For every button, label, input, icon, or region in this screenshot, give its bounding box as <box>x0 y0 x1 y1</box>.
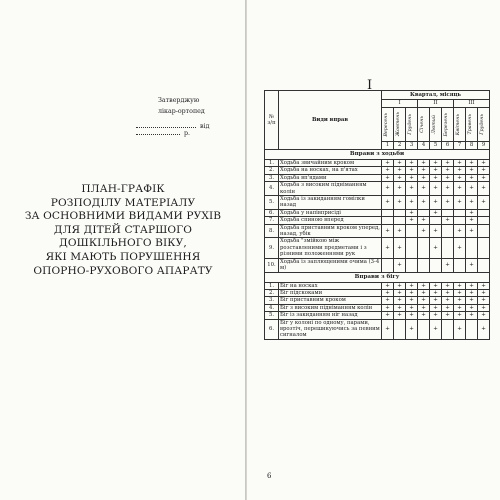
schedule-mark: + <box>454 224 466 238</box>
schedule-mark: + <box>466 174 478 181</box>
schedule-mark <box>478 258 490 272</box>
approve-role: лікар-ортопед <box>158 108 205 115</box>
schedule-mark: + <box>418 282 430 289</box>
month-label: Квітень <box>456 113 462 136</box>
signature-blank <box>136 127 196 128</box>
exercise-name: Ходьба "змійкою між розставленими предметами і з різними положеннями рук <box>279 238 382 258</box>
schedule-mark: + <box>406 167 418 174</box>
schedule-mark <box>394 319 406 339</box>
table-row <box>265 196 490 210</box>
month-label: Травень <box>468 114 474 135</box>
schedule-mark <box>406 238 418 258</box>
approval-block <box>158 95 238 117</box>
schedule-mark: + <box>406 319 418 339</box>
header-month-cell <box>478 108 490 142</box>
schedule-mark: + <box>406 174 418 181</box>
schedule-mark <box>478 217 490 224</box>
schedule-mark: + <box>466 209 478 216</box>
schedule-mark: + <box>430 297 442 304</box>
schedule-mark: + <box>454 160 466 167</box>
schedule-mark: + <box>478 282 490 289</box>
header-month-cell <box>442 108 454 142</box>
schedule-mark: + <box>466 282 478 289</box>
table-row <box>265 282 490 289</box>
schedule-mark: + <box>382 282 394 289</box>
schedule-mark: + <box>478 319 490 339</box>
sign-suffix: р. <box>184 130 191 137</box>
approve-label: Затверджую <box>158 97 200 104</box>
schedule-mark <box>418 319 430 339</box>
schedule-mark: + <box>454 304 466 311</box>
title-line: ДЛЯ ДІТЕЙ СТАРШОГО ДОШКІЛЬНОГО ВІКУ, <box>53 223 193 250</box>
schedule-mark: + <box>478 167 490 174</box>
schedule-mark: + <box>466 312 478 319</box>
table-row <box>265 304 490 311</box>
row-number: 2. <box>265 289 279 296</box>
schedule-mark: + <box>418 174 430 181</box>
schedule-mark: + <box>394 182 406 196</box>
schedule-mark: + <box>406 289 418 296</box>
schedule-mark: + <box>394 282 406 289</box>
schedule-mark <box>442 209 454 216</box>
schedule-mark: + <box>442 217 454 224</box>
schedule-mark <box>406 224 418 238</box>
schedule-mark: + <box>430 224 442 238</box>
schedule-mark: + <box>430 312 442 319</box>
section-row <box>265 272 490 282</box>
schedule-mark: + <box>382 312 394 319</box>
schedule-mark: + <box>442 182 454 196</box>
schedule-mark: + <box>478 297 490 304</box>
schedule-mark: + <box>466 182 478 196</box>
schedule-mark: + <box>394 167 406 174</box>
section-title: Вправи з ходьби <box>265 150 490 160</box>
schedule-mark: + <box>466 167 478 174</box>
schedule-mark: + <box>454 182 466 196</box>
schedule-mark: + <box>430 182 442 196</box>
table-row <box>265 209 490 216</box>
schedule-mark <box>382 258 394 272</box>
schedule-mark: + <box>478 289 490 296</box>
schedule-mark: + <box>478 182 490 196</box>
schedule-mark: + <box>442 167 454 174</box>
schedule-mark <box>442 319 454 339</box>
approval-signature-line <box>134 123 244 137</box>
exercise-name: Біг приставним кроком <box>279 297 382 304</box>
row-number: 6. <box>265 209 279 216</box>
schedule-mark <box>454 209 466 216</box>
month-label: Січень <box>420 116 426 133</box>
exercise-name: Ходьба приставним кроком уперед, назад, убік <box>280 224 380 238</box>
schedule-mark: + <box>394 174 406 181</box>
table-row <box>265 312 490 319</box>
month-label: Березень <box>444 112 450 137</box>
schedule-mark: + <box>418 217 430 224</box>
month-number: 7 <box>454 142 466 150</box>
table-row <box>265 258 490 272</box>
schedule-mark: + <box>406 196 418 210</box>
schedule-mark: + <box>466 217 478 224</box>
schedule-mark: + <box>382 196 394 210</box>
sign-from-label: від <box>200 123 210 130</box>
schedule-mark <box>418 209 430 216</box>
schedule-mark <box>466 319 478 339</box>
schedule-mark: + <box>430 238 442 258</box>
row-number: 3. <box>265 174 279 181</box>
schedule-mark <box>382 217 394 224</box>
schedule-mark: + <box>466 289 478 296</box>
schedule-mark: + <box>394 304 406 311</box>
table-row <box>265 319 490 339</box>
schedule-mark: + <box>454 174 466 181</box>
header-month-cell <box>466 108 478 142</box>
title-line: ПЛАН-ГРАФІК <box>81 183 165 195</box>
header-month-cell <box>418 108 430 142</box>
section-title: Вправи з бігу <box>265 272 490 282</box>
schedule-mark: + <box>418 196 430 210</box>
left-page <box>0 0 246 500</box>
row-number: 4. <box>265 182 279 196</box>
exercise-name: Ходьба на носках, на п'ятах <box>279 167 382 174</box>
month-number: 5 <box>430 142 442 150</box>
schedule-mark: + <box>430 319 442 339</box>
section-row <box>265 150 490 160</box>
month-number: 8 <box>466 142 478 150</box>
month-label: Грудень <box>480 114 486 135</box>
schedule-mark: + <box>430 167 442 174</box>
schedule-mark: + <box>478 160 490 167</box>
exercise-schedule-table <box>264 90 490 340</box>
schedule-mark: + <box>454 297 466 304</box>
schedule-mark: + <box>406 217 418 224</box>
schedule-mark: + <box>442 196 454 210</box>
schedule-mark: + <box>454 196 466 210</box>
exercise-name: Біг підскоками <box>279 289 382 296</box>
schedule-mark <box>442 238 454 258</box>
schedule-mark: + <box>478 304 490 311</box>
header-quarter-month: Квартал, місяць <box>382 91 490 100</box>
schedule-mark: + <box>478 174 490 181</box>
document-title <box>10 183 236 278</box>
schedule-mark: + <box>394 297 406 304</box>
month-label: Вересень <box>384 112 390 137</box>
schedule-mark <box>442 224 454 238</box>
header-month-cell <box>430 108 442 142</box>
schedule-mark: + <box>418 312 430 319</box>
schedule-mark: + <box>394 238 406 258</box>
schedule-mark: + <box>454 238 466 258</box>
schedule-mark: + <box>442 297 454 304</box>
schedule-mark: + <box>442 312 454 319</box>
title-line: ЯКІ МАЮТЬ ПОРУШЕННЯ <box>45 250 201 263</box>
schedule-mark: + <box>466 304 478 311</box>
schedule-mark: + <box>430 160 442 167</box>
month-number: 2 <box>394 142 406 150</box>
schedule-mark: + <box>394 160 406 167</box>
header-quarter: II <box>418 100 454 108</box>
schedule-mark: + <box>394 312 406 319</box>
month-label: Лютий <box>432 115 438 134</box>
schedule-mark: + <box>382 289 394 296</box>
month-number: 9 <box>478 142 490 150</box>
schedule-mark: + <box>382 297 394 304</box>
table-row <box>265 160 490 167</box>
schedule-mark: + <box>382 224 394 238</box>
schedule-mark: + <box>382 319 394 339</box>
title-line: ОПОРНО-РУХОВОГО АПАРАТУ <box>33 264 213 277</box>
row-number: 5. <box>265 312 279 319</box>
schedule-mark: + <box>406 304 418 311</box>
exercise-name: Ходьба у напівприсіді <box>279 209 382 216</box>
schedule-mark: + <box>394 196 406 210</box>
page-number: 6 <box>267 472 272 480</box>
schedule-mark: + <box>418 182 430 196</box>
title-line: РОЗПОДІЛУ МАТЕРІАЛУ <box>50 196 196 209</box>
schedule-mark <box>478 238 490 258</box>
schedule-mark <box>394 209 406 216</box>
schedule-mark: + <box>394 224 406 238</box>
exercise-name: Ходьба із закиданням гомілки назад <box>279 196 382 210</box>
title-line: ЗА ОСНОВНИМИ ВИДАМИ РУХІВ <box>24 210 222 223</box>
schedule-mark: + <box>430 304 442 311</box>
schedule-mark: + <box>466 224 478 238</box>
schedule-mark: + <box>382 182 394 196</box>
exercise-name: Ходьба з високим підніманням колін <box>279 182 382 196</box>
header-month-cell <box>382 108 394 142</box>
schedule-mark: + <box>430 289 442 296</box>
schedule-mark: + <box>442 304 454 311</box>
row-number: 1. <box>265 282 279 289</box>
row-number: 2. <box>265 167 279 174</box>
schedule-mark: + <box>466 160 478 167</box>
schedule-mark: + <box>430 282 442 289</box>
exercise-name: Ходьба спиною вперед <box>279 217 382 224</box>
row-number: 8. <box>265 224 279 238</box>
row-number: 1. <box>265 160 279 167</box>
schedule-mark <box>394 217 406 224</box>
schedule-mark: + <box>430 209 442 216</box>
schedule-mark: + <box>418 297 430 304</box>
row-number: 6. <box>265 319 279 339</box>
schedule-mark: + <box>466 297 478 304</box>
schedule-mark: + <box>430 196 442 210</box>
exercise-name: Біг у колоні по одному, парами, врозтіч, перешикуючись за певним сигналом <box>280 319 380 339</box>
row-number: 4. <box>265 304 279 311</box>
date-blank <box>136 134 180 135</box>
table-row <box>265 174 490 181</box>
table-row <box>265 182 490 196</box>
schedule-mark: + <box>442 289 454 296</box>
schedule-mark: + <box>394 258 406 272</box>
schedule-mark: + <box>406 282 418 289</box>
schedule-mark <box>478 224 490 238</box>
schedule-mark <box>466 238 478 258</box>
month-number: 4 <box>418 142 430 150</box>
schedule-mark: + <box>418 167 430 174</box>
table-row <box>265 224 490 238</box>
schedule-mark: + <box>382 160 394 167</box>
schedule-mark <box>430 258 442 272</box>
schedule-mark <box>406 258 418 272</box>
schedule-mark: + <box>382 238 394 258</box>
schedule-mark: + <box>454 167 466 174</box>
header-month-cell <box>394 108 406 142</box>
table-row <box>265 217 490 224</box>
schedule-mark: + <box>478 196 490 210</box>
row-number: 7. <box>265 217 279 224</box>
header-month-cell <box>454 108 466 142</box>
schedule-mark: + <box>382 167 394 174</box>
schedule-mark: + <box>406 312 418 319</box>
header-number: № з/п <box>265 91 279 150</box>
schedule-mark: + <box>406 160 418 167</box>
header-exercise-kind: Види вправ <box>279 91 382 150</box>
schedule-mark <box>430 217 442 224</box>
exercise-name: Біг з високим підніманням колін <box>279 304 382 311</box>
month-label: Грудень <box>408 114 414 135</box>
table-row <box>265 289 490 296</box>
schedule-mark <box>454 258 466 272</box>
schedule-mark: + <box>442 160 454 167</box>
exercise-name: Ходьба вп'ядами <box>279 174 382 181</box>
month-number: 3 <box>406 142 418 150</box>
month-number: 6 <box>442 142 454 150</box>
schedule-mark <box>418 238 430 258</box>
exercise-name: Ходьба із заплющеними очима (3-4 м) <box>279 258 382 272</box>
row-number: 9. <box>265 238 279 258</box>
schedule-mark <box>478 209 490 216</box>
exercise-name: Ходьба звичайним кроком <box>279 160 382 167</box>
schedule-mark: + <box>406 182 418 196</box>
month-number: 1 <box>382 142 394 150</box>
section-mark: I <box>367 78 373 93</box>
month-label: Жовтень <box>396 112 402 137</box>
schedule-mark: + <box>466 258 478 272</box>
schedule-mark: + <box>454 289 466 296</box>
schedule-mark: + <box>406 209 418 216</box>
schedule-mark: + <box>478 312 490 319</box>
schedule-mark: + <box>442 174 454 181</box>
schedule-mark: + <box>418 160 430 167</box>
row-number: 3. <box>265 297 279 304</box>
schedule-mark: + <box>454 282 466 289</box>
schedule-mark <box>382 209 394 216</box>
exercise-name: Біг на носках <box>279 282 382 289</box>
schedule-mark: + <box>406 297 418 304</box>
row-number: 10. <box>265 258 279 272</box>
schedule-mark: + <box>382 304 394 311</box>
exercise-name: Біг із закиданням ніг назад <box>279 312 382 319</box>
schedule-mark: + <box>442 258 454 272</box>
table-row <box>265 297 490 304</box>
schedule-mark: + <box>394 289 406 296</box>
schedule-mark: + <box>382 174 394 181</box>
schedule-mark: + <box>418 289 430 296</box>
schedule-mark: + <box>454 312 466 319</box>
schedule-mark: + <box>430 174 442 181</box>
schedule-mark: + <box>466 196 478 210</box>
schedule-mark <box>418 258 430 272</box>
table-row <box>265 238 490 258</box>
header-quarter: III <box>454 100 490 108</box>
schedule-mark: + <box>418 304 430 311</box>
header-month-cell <box>406 108 418 142</box>
header-quarter: I <box>382 100 418 108</box>
row-number: 5. <box>265 196 279 210</box>
schedule-mark <box>454 217 466 224</box>
schedule-mark: + <box>442 282 454 289</box>
table-row <box>265 167 490 174</box>
schedule-mark: + <box>454 319 466 339</box>
schedule-mark: + <box>418 224 430 238</box>
